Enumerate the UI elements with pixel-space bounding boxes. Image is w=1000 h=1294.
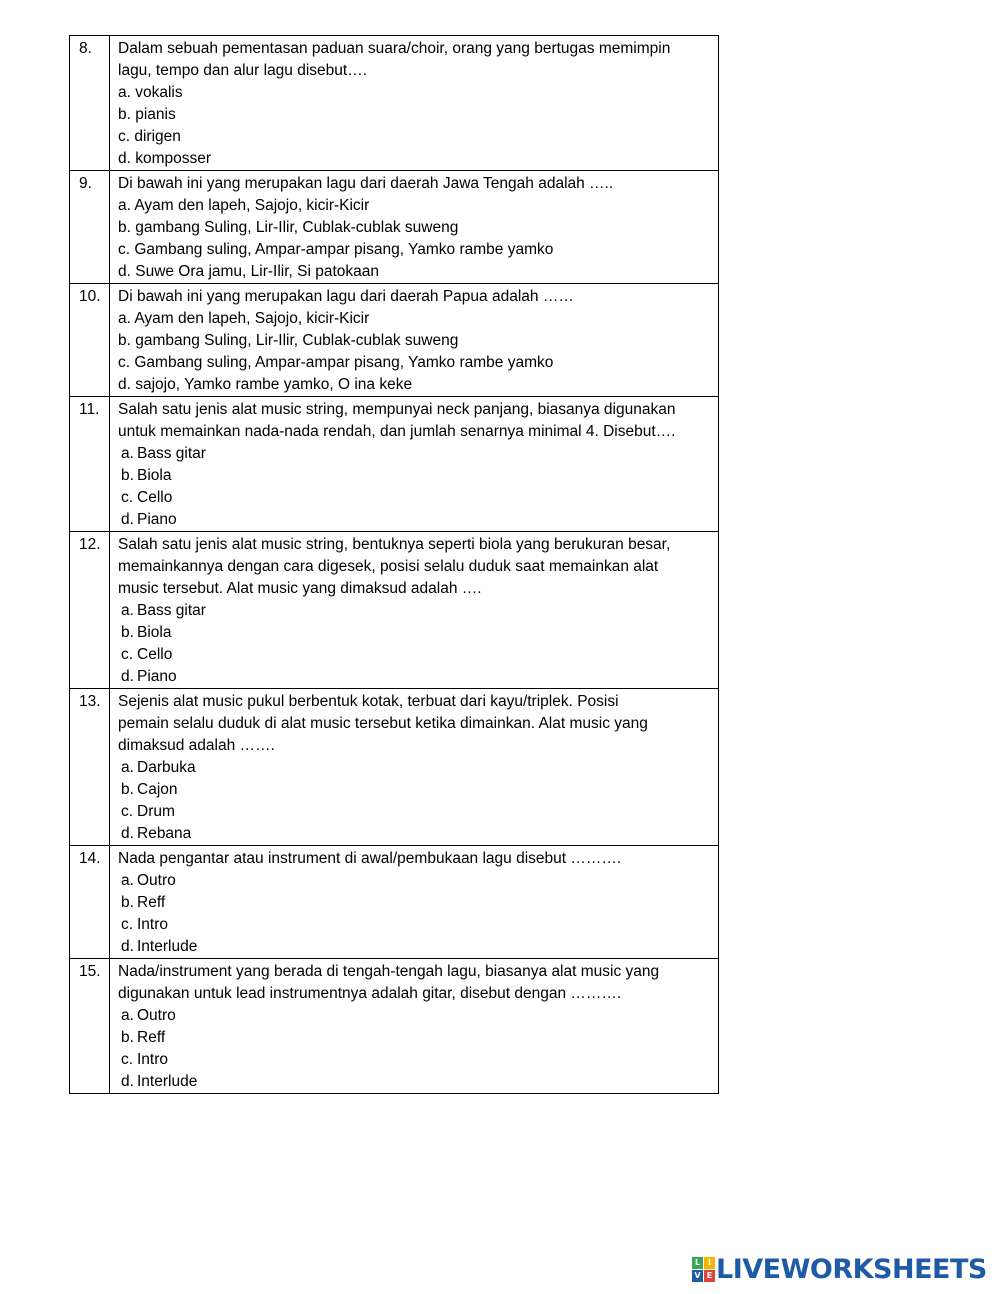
question-number: 14. xyxy=(70,846,110,959)
option-text: Intro xyxy=(137,1051,169,1068)
option-letter: c. xyxy=(121,489,134,506)
question-body xyxy=(110,284,719,397)
question-row xyxy=(70,397,719,532)
option-letter: d. xyxy=(121,1073,134,1090)
question-text-line: digunakan untuk lead instrumentnya adalah gitar, disebut dengan ………. xyxy=(118,985,622,1002)
option-text: Bass gitar xyxy=(137,602,206,619)
answer-option xyxy=(118,823,710,845)
question-row xyxy=(70,532,719,689)
liveworksheets-logo xyxy=(692,1252,987,1286)
option-letter: b. xyxy=(121,624,134,641)
answer-option xyxy=(118,644,710,666)
brand-name: LIVEWORKSHEETS xyxy=(716,1253,987,1285)
logo-letter-l: L xyxy=(692,1257,703,1269)
question-row xyxy=(70,284,719,397)
question-number: 8. xyxy=(70,36,110,171)
question-text-line: Di bawah ini yang merupakan lagu dari daerah Jawa Tengah adalah ….. xyxy=(118,175,614,192)
option-text: Piano xyxy=(137,668,177,685)
answer-option: b. gambang Suling, Lir-Ilir, Cublak-cublak suweng xyxy=(118,332,459,349)
option-letter: d. xyxy=(121,825,134,842)
question-number: 9. xyxy=(70,171,110,284)
answer-option xyxy=(118,1005,710,1027)
question-number: 15. xyxy=(70,959,110,1094)
answer-option xyxy=(118,666,710,688)
question-number: 11. xyxy=(70,397,110,532)
answer-option xyxy=(118,757,710,779)
question-text-line: pemain selalu duduk di alat music tersebut ketika dimainkan. Alat music yang xyxy=(118,715,648,732)
answer-option xyxy=(118,936,710,958)
option-text: Reff xyxy=(137,1029,166,1046)
question-text-line: Salah satu jenis alat music string, mempunyai neck panjang, biasanya digunakan xyxy=(118,401,676,418)
answer-option xyxy=(118,914,710,936)
answer-option: a. vokalis xyxy=(118,84,183,101)
answer-option xyxy=(118,509,710,531)
answer-option xyxy=(118,600,710,622)
answer-option xyxy=(118,870,710,892)
question-number: 13. xyxy=(70,689,110,846)
answer-option xyxy=(118,779,710,801)
question-body xyxy=(110,959,719,1094)
option-text: Drum xyxy=(137,803,175,820)
question-row xyxy=(70,689,719,846)
answer-option: d. komposser xyxy=(118,150,212,167)
answer-option: d. Suwe Ora jamu, Lir-Ilir, Si patokaan xyxy=(118,263,380,280)
question-body xyxy=(110,171,719,284)
question-text-line: lagu, tempo dan alur lagu disebut…. xyxy=(118,62,368,79)
answer-option xyxy=(118,443,710,465)
option-text: Outro xyxy=(137,1007,176,1024)
logo-letter-e: E xyxy=(704,1270,715,1282)
option-letter: b. xyxy=(121,781,134,798)
logo-letter-v: V xyxy=(692,1270,703,1282)
question-table-body xyxy=(70,36,719,1094)
question-body xyxy=(110,846,719,959)
question-row xyxy=(70,959,719,1094)
logo-grid-icon xyxy=(692,1257,714,1281)
answer-option: a. Ayam den lapeh, Sajojo, kicir-Kicir xyxy=(118,197,370,214)
option-letter: d. xyxy=(121,511,134,528)
option-text: Darbuka xyxy=(137,759,196,776)
answer-option: c. Gambang suling, Ampar-ampar pisang, Yamko rambe yamko xyxy=(118,241,554,258)
option-text: Intro xyxy=(137,916,169,933)
answer-option: d. sajojo, Yamko rambe yamko, O ina keke xyxy=(118,376,413,393)
answer-option xyxy=(118,1071,710,1093)
option-text: Cello xyxy=(137,646,173,663)
option-letter: b. xyxy=(121,1029,134,1046)
option-letter: b. xyxy=(121,467,134,484)
option-letter: a. xyxy=(121,602,134,619)
question-number: 10. xyxy=(70,284,110,397)
option-text: Cello xyxy=(137,489,173,506)
option-text: Piano xyxy=(137,511,177,528)
option-letter: a. xyxy=(121,445,134,462)
option-text: Cajon xyxy=(137,781,178,798)
logo-letter-i: I xyxy=(704,1257,715,1269)
answer-option: a. Ayam den lapeh, Sajojo, kicir-Kicir xyxy=(118,310,370,327)
question-body xyxy=(110,689,719,846)
option-letter: c. xyxy=(121,916,134,933)
answer-option: c. dirigen xyxy=(118,128,181,145)
question-body xyxy=(110,36,719,171)
question-number: 12. xyxy=(70,532,110,689)
option-letter: d. xyxy=(121,938,134,955)
answer-option: b. pianis xyxy=(118,106,176,123)
answer-option: b. gambang Suling, Lir-Ilir, Cublak-cublak suweng xyxy=(118,219,459,236)
answer-option: c. Gambang suling, Ampar-ampar pisang, Yamko rambe yamko xyxy=(118,354,554,371)
answer-option xyxy=(118,1049,710,1071)
question-text-line: dimaksud adalah ……. xyxy=(118,737,275,754)
answer-option xyxy=(118,1027,710,1049)
question-body xyxy=(110,532,719,689)
option-letter: c. xyxy=(121,803,134,820)
question-text-line: memainkannya dengan cara digesek, posisi selalu duduk saat memainkan alat xyxy=(118,558,659,575)
question-text-line: Dalam sebuah pementasan paduan suara/choir, orang yang bertugas memimpin xyxy=(118,40,671,57)
question-text-line: untuk memainkan nada-nada rendah, dan jumlah senarnya minimal 4. Disebut…. xyxy=(118,423,676,440)
question-text-line: music tersebut. Alat music yang dimaksud adalah …. xyxy=(118,580,482,597)
option-text: Outro xyxy=(137,872,176,889)
answer-option xyxy=(118,622,710,644)
option-text: Biola xyxy=(137,624,172,641)
question-text-line: Salah satu jenis alat music string, bentuknya seperti biola yang berukuran besar, xyxy=(118,536,671,553)
option-letter: c. xyxy=(121,646,134,663)
question-row xyxy=(70,36,719,171)
question-text-line: Nada pengantar atau instrument di awal/pembukaan lagu disebut ………. xyxy=(118,850,622,867)
answer-option xyxy=(118,487,710,509)
option-text: Bass gitar xyxy=(137,445,206,462)
option-letter: a. xyxy=(121,759,134,776)
answer-option xyxy=(118,892,710,914)
question-row xyxy=(70,171,719,284)
question-text-line: Nada/instrument yang berada di tengah-tengah lagu, biasanya alat music yang xyxy=(118,963,660,980)
option-letter: a. xyxy=(121,1007,134,1024)
question-row xyxy=(70,846,719,959)
question-text-line: Di bawah ini yang merupakan lagu dari daerah Papua adalah …… xyxy=(118,288,574,305)
option-letter: a. xyxy=(121,872,134,889)
question-body xyxy=(110,397,719,532)
question-text-line: Sejenis alat music pukul berbentuk kotak, terbuat dari kayu/triplek. Posisi xyxy=(118,693,619,710)
option-text: Rebana xyxy=(137,825,192,842)
option-letter: c. xyxy=(121,1051,134,1068)
option-letter: b. xyxy=(121,894,134,911)
answer-option xyxy=(118,465,710,487)
option-text: Biola xyxy=(137,467,172,484)
question-table xyxy=(69,35,719,1094)
option-text: Interlude xyxy=(137,938,198,955)
option-text: Reff xyxy=(137,894,166,911)
option-letter: d. xyxy=(121,668,134,685)
option-text: Interlude xyxy=(137,1073,198,1090)
answer-option xyxy=(118,801,710,823)
